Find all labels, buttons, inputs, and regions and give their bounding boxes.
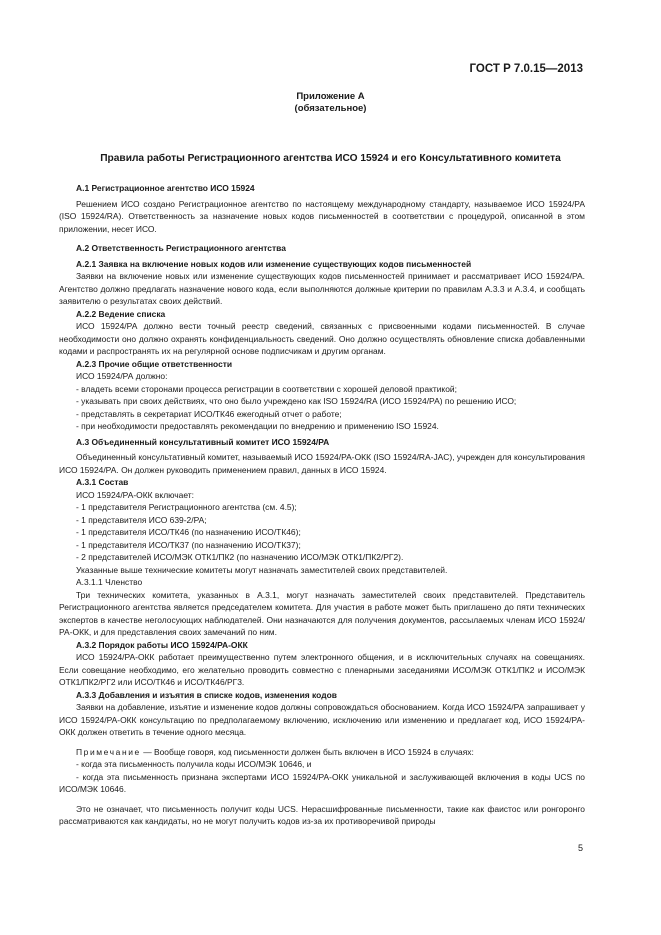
paragraph: Три технических комитета, указанных в А.3.1, могут назначать заместителей своих представителей. Представитель Регистрационного агентства является председателем комитета. Для участия в работе может быть приглашено до пяти технических экспертов в качестве неголосующих наблюдателей. Они назначаются для получения документов, рассылаемых членам ИСО 15924/РА-ОКК, и для представления своих замечаний по ним. [59,589,585,637]
page-number: 5 [577,843,583,853]
document-code: ГОСТ Р 7.0.15—2013 [469,63,583,75]
document-body [59,182,585,828]
subsection-heading: А.3.1.1 Членство [76,577,143,587]
subsection-heading: А.2.3 Прочие общие ответственности [76,358,233,369]
list-item: - представлять в секретариат ИСО/ТК46 ежегодный отчет о работе; [76,408,342,419]
paragraph: Заявки на включение новых или изменение существующих кодов письменностей принимает и рассматривает ИСО 15924/РА. Агентство должно предлагать назначение нового кода, если выполняются должные критерии по правилам А.3.3 и А.3.4, и сообщать заявителю о результатах своих действий. [59,271,585,306]
list-item: - когда эта письменность получила коды ИСО/МЭК 10646, и [76,759,312,769]
subsection-heading: А.3.2 Порядок работы ИСО 15924/РА-ОКК [76,639,248,650]
paragraph: Решением ИСО создано Регистрационное агентство по настоящему международному стандарту, называемое ИСО 15924/РА (ISO 15924/RA). Ответственность за назначение новых кодов письменностей в соответствии с процедурой, описанной в этом приложении, несет ИСО. [59,198,585,234]
list-item: - 1 представителя ИСО/ТК46 (по назначению ИСО/ТК46); [76,527,301,537]
note-text: — Вообще говоря, код письменности должен быть включен в ИСО 15924 в случаях: [140,746,474,757]
subsection-heading: А.3.1 Состав [76,477,129,487]
subsection-heading: А.2.1 Заявка на включение новых кодов или изменение существующих кодов письменностей [76,258,472,269]
paragraph: Это не означает, что письменность получит коды UCS. Нерасшифрованные письменности, такие как фаистос или ронгоронго рассматриваются как кандидаты, но не могут получить кодов из-за их противоречивой природы [59,803,585,826]
appendix-heading [0,91,661,115]
paragraph: Заявки на добавление, изъятие и изменение кодов должны сопровождаться обоснованием. Когда ИСО 15924/РА запрашивает у ИСО 15924/РА-ОКК консультацию по предполагаемому включению, исключению или изменению и предлагает код, ИСО 15924/РА-ОКК должен ответить в течение одного месяца. [59,702,585,737]
note-label: Примечание [76,746,141,757]
paragraph: Указанные выше технические комитеты могут назначать заместителей своих представителей. [76,564,448,575]
section-heading: А.3 Объединенный консультативный комитет ИСО 15924/РА [76,436,330,447]
section-heading: А.1 Регистрационное агентство ИСО 15924 [76,183,255,193]
list-item: - 1 представителя Регистрационного агентства (см. 4.5); [76,502,297,512]
paragraph: ИСО 15924/РА должно вести точный реестр сведений, связанных с присвоенными кодами письменностей. В случае необходимости оно должно охранять конфиденциальность сведений. Оно должно осуществлять обновление списка добавленными кодами и распространять их на регулярной основе подписчикам и другим органам. [59,321,585,356]
subsection-heading: А.3.3 Добавления и изъятия в списке кодов, изменения кодов [76,689,337,700]
paragraph: Объединенный консультативный комитет, называемый ИСО 15924/РА-ОКК (ISO 15924/RA-JAC), учрежден для консультирования ИСО 15924/РА. Он должен руководить применением правил, данных в ИСО 15924. [59,452,585,475]
paragraph: ИСО 15924/РА-ОКК включает: [76,489,194,500]
subsection-heading: А.2.2 Ведение списка [76,308,166,319]
list-item: - когда эта письменность признана экспертами ИСО 15924/РА-ОКК уникальной и заслуживающей включения в коды UCS по ИСО/МЭК 10646. [59,771,585,794]
appendix-status: (обязательное) [294,103,367,114]
paragraph: ИСО 15924/РА-ОКК работает преимущественно путем электронного общения, и в исключительных случаях на совещаниях. Если совещание необходимо, его желательно проводить совместно с пленарными заседаниями ИСО/МЭК ОТК1/ПК2 и ИСО/МЭК ОТК1/ПК2/РГ2 или ИСО/ТК46 и ИСО/ТК46/РГ3. [59,652,585,687]
list-item: - 1 представителя ИСО/ТК37 (по назначению ИСО/ТК37); [76,539,301,550]
note [59,746,585,759]
list-item: - при необходимости предоставлять рекомендации по внедрению и применению ISO 15924. [76,421,439,431]
list-item: - владеть всеми сторонами процесса регистрации в соответствии с хорошей деловой практикой; [76,383,457,394]
list-item: - 1 представителя ИСО 639-2/РА; [76,514,207,525]
list-item: - указывать при своих действиях, что оно было учреждено как ISO 15924/RA (ИСО 15924/РА) по решению ИСО; [76,396,517,406]
section-heading: А.2 Ответственность Регистрационного агентства [76,243,286,253]
paragraph: ИСО 15924/РА должно: [76,371,168,381]
list-item: - 2 представителей ИСО/МЭК ОТК1/ПК2 (по назначению ИСО/МЭК ОТК1/ПК2/РГ2). [76,552,404,562]
appendix-title: Приложение А [296,91,365,102]
main-title: Правила работы Регистрационного агентства ИСО 15924 и его Консультативного комитета [100,153,561,164]
